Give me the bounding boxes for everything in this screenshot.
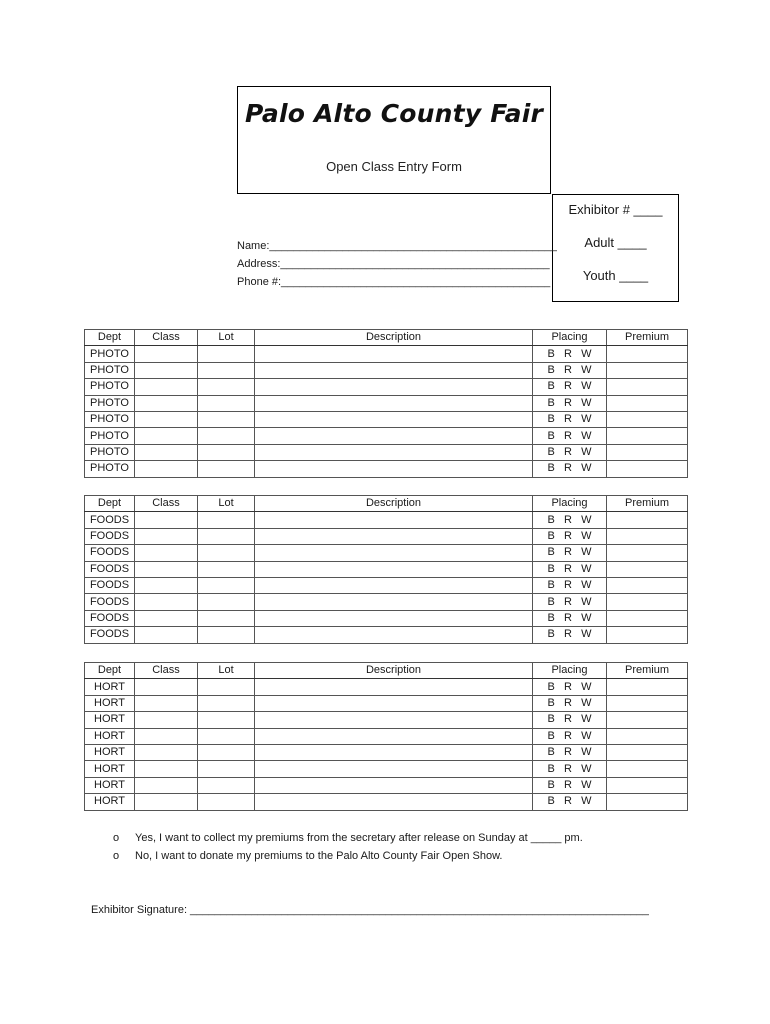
description-cell[interactable]	[255, 627, 533, 643]
table-row	[85, 794, 688, 810]
form-subtitle: Open Class Entry Form	[326, 159, 462, 174]
table-row	[85, 362, 688, 378]
description-cell[interactable]	[255, 545, 533, 561]
dept-cell: HORT	[85, 728, 135, 744]
table-row	[85, 528, 688, 544]
column-header-class: Class	[135, 496, 198, 512]
placing-cell[interactable]: B R W	[533, 627, 607, 643]
premium-cell[interactable]	[607, 512, 688, 528]
class-cell[interactable]	[135, 444, 198, 460]
description-cell[interactable]	[255, 744, 533, 760]
lot-cell[interactable]	[198, 545, 255, 561]
placing-cell[interactable]: B R W	[533, 411, 607, 427]
description-cell[interactable]	[255, 411, 533, 427]
table-row	[85, 444, 688, 460]
premium-cell[interactable]	[607, 728, 688, 744]
column-header-placing: Placing	[533, 663, 607, 679]
lot-cell[interactable]	[198, 577, 255, 593]
lot-cell[interactable]	[198, 395, 255, 411]
premium-cell[interactable]	[607, 744, 688, 760]
description-cell[interactable]	[255, 444, 533, 460]
class-cell[interactable]	[135, 461, 198, 477]
table-row	[85, 545, 688, 561]
premium-cell[interactable]	[607, 545, 688, 561]
lot-cell[interactable]	[198, 594, 255, 610]
placing-cell[interactable]: B R W	[533, 761, 607, 777]
dept-cell: HORT	[85, 761, 135, 777]
description-cell[interactable]	[255, 679, 533, 695]
table-row	[85, 777, 688, 793]
lot-cell[interactable]	[198, 346, 255, 362]
placing-cell[interactable]: B R W	[533, 728, 607, 744]
placing-cell[interactable]: B R W	[533, 428, 607, 444]
premium-cell[interactable]	[607, 444, 688, 460]
lot-cell[interactable]	[198, 695, 255, 711]
column-header-lot: Lot	[198, 663, 255, 679]
phone-field[interactable]: Phone #:____________________________________________	[237, 276, 551, 288]
description-cell[interactable]	[255, 728, 533, 744]
class-cell[interactable]	[135, 379, 198, 395]
class-cell[interactable]	[135, 679, 198, 695]
premium-cell[interactable]	[607, 379, 688, 395]
premium-cell[interactable]	[607, 794, 688, 810]
placing-cell[interactable]: B R W	[533, 777, 607, 793]
entry-table-foods	[84, 495, 688, 644]
table-row	[85, 512, 688, 528]
premium-cell[interactable]	[607, 528, 688, 544]
premium-cell[interactable]	[607, 761, 688, 777]
table-row	[85, 695, 688, 711]
lot-cell[interactable]	[198, 379, 255, 395]
class-cell[interactable]	[135, 395, 198, 411]
column-header-class: Class	[135, 330, 198, 346]
description-cell[interactable]	[255, 346, 533, 362]
premium-cell[interactable]	[607, 712, 688, 728]
dept-cell: FOODS	[85, 512, 135, 528]
premium-cell[interactable]	[607, 679, 688, 695]
column-header-description: Description	[255, 496, 533, 512]
column-header-placing: Placing	[533, 496, 607, 512]
placing-cell[interactable]: B R W	[533, 346, 607, 362]
dept-cell: HORT	[85, 794, 135, 810]
premium-cell[interactable]	[607, 561, 688, 577]
description-cell[interactable]	[255, 777, 533, 793]
dept-cell: FOODS	[85, 545, 135, 561]
dept-cell: PHOTO	[85, 428, 135, 444]
placing-cell[interactable]: B R W	[533, 577, 607, 593]
table-row	[85, 395, 688, 411]
placing-cell[interactable]: B R W	[533, 444, 607, 460]
dept-cell: HORT	[85, 744, 135, 760]
table-header-row	[85, 496, 688, 512]
placing-cell[interactable]: B R W	[533, 362, 607, 378]
description-cell[interactable]	[255, 610, 533, 626]
placing-cell[interactable]: B R W	[533, 712, 607, 728]
table-header-row	[85, 663, 688, 679]
class-cell[interactable]	[135, 545, 198, 561]
lot-cell[interactable]	[198, 461, 255, 477]
lot-cell[interactable]	[198, 444, 255, 460]
class-cell[interactable]	[135, 577, 198, 593]
dept-cell: FOODS	[85, 594, 135, 610]
option-bullet: o	[113, 850, 120, 862]
description-cell[interactable]	[255, 594, 533, 610]
column-header-description: Description	[255, 330, 533, 346]
fair-title: Palo Alto County Fair	[244, 99, 544, 128]
lot-cell[interactable]	[198, 794, 255, 810]
dept-cell: PHOTO	[85, 379, 135, 395]
table-row	[85, 577, 688, 593]
column-header-premium: Premium	[607, 330, 688, 346]
class-cell[interactable]	[135, 610, 198, 626]
placing-cell[interactable]: B R W	[533, 744, 607, 760]
table-row	[85, 428, 688, 444]
placing-cell[interactable]: B R W	[533, 379, 607, 395]
premium-cell[interactable]	[607, 777, 688, 793]
dept-cell: FOODS	[85, 627, 135, 643]
class-cell[interactable]	[135, 777, 198, 793]
class-cell[interactable]	[135, 428, 198, 444]
lot-cell[interactable]	[198, 761, 255, 777]
column-header-premium: Premium	[607, 496, 688, 512]
lot-cell[interactable]	[198, 728, 255, 744]
column-header-lot: Lot	[198, 330, 255, 346]
class-cell[interactable]	[135, 362, 198, 378]
description-cell[interactable]	[255, 379, 533, 395]
column-header-placing: Placing	[533, 330, 607, 346]
description-cell[interactable]	[255, 712, 533, 728]
table-row	[85, 461, 688, 477]
lot-cell[interactable]	[198, 610, 255, 626]
column-header-premium: Premium	[607, 663, 688, 679]
exhibitor-number-field[interactable]: Exhibitor # ____	[568, 202, 663, 217]
dept-cell: PHOTO	[85, 461, 135, 477]
premium-cell[interactable]	[607, 362, 688, 378]
table-row	[85, 712, 688, 728]
class-cell[interactable]	[135, 594, 198, 610]
option-donate-label: No, I want to donate my premiums to the Palo Alto County Fair Open Show.	[135, 850, 503, 862]
class-cell[interactable]	[135, 512, 198, 528]
column-header-dept: Dept	[85, 663, 135, 679]
placing-cell[interactable]: B R W	[533, 594, 607, 610]
class-cell[interactable]	[135, 561, 198, 577]
premium-cell[interactable]	[607, 461, 688, 477]
option-donate[interactable]	[113, 850, 502, 862]
class-cell[interactable]	[135, 761, 198, 777]
lot-cell[interactable]	[198, 411, 255, 427]
lot-cell[interactable]	[198, 362, 255, 378]
dept-cell: PHOTO	[85, 444, 135, 460]
dept-cell: HORT	[85, 695, 135, 711]
premium-cell[interactable]	[607, 627, 688, 643]
class-cell[interactable]	[135, 794, 198, 810]
exhibitor-box	[552, 194, 679, 302]
premium-cell[interactable]	[607, 594, 688, 610]
dept-cell: PHOTO	[85, 346, 135, 362]
description-cell[interactable]	[255, 577, 533, 593]
premium-cell[interactable]	[607, 411, 688, 427]
table-row	[85, 627, 688, 643]
entry-table-photo	[84, 329, 688, 478]
table-header-row	[85, 330, 688, 346]
class-cell[interactable]	[135, 728, 198, 744]
lot-cell[interactable]	[198, 712, 255, 728]
adult-field[interactable]: Adult ____	[584, 235, 647, 250]
column-header-class: Class	[135, 663, 198, 679]
premium-cell[interactable]	[607, 577, 688, 593]
placing-cell[interactable]: B R W	[533, 679, 607, 695]
table-row	[85, 561, 688, 577]
class-cell[interactable]	[135, 744, 198, 760]
dept-cell: HORT	[85, 777, 135, 793]
class-cell[interactable]	[135, 695, 198, 711]
placing-cell[interactable]: B R W	[533, 395, 607, 411]
premium-cell[interactable]	[607, 695, 688, 711]
youth-field[interactable]: Youth ____	[582, 268, 649, 283]
lot-cell[interactable]	[198, 428, 255, 444]
placing-cell[interactable]: B R W	[533, 610, 607, 626]
dept-cell: FOODS	[85, 528, 135, 544]
description-cell[interactable]	[255, 528, 533, 544]
placing-cell[interactable]: B R W	[533, 528, 607, 544]
entry-table-hort	[84, 662, 688, 811]
option-collect[interactable]	[113, 832, 583, 844]
lot-cell[interactable]	[198, 561, 255, 577]
table-row	[85, 346, 688, 362]
description-cell[interactable]	[255, 428, 533, 444]
name-field[interactable]: Name:_______________________________________________	[237, 240, 557, 252]
placing-cell[interactable]: B R W	[533, 545, 607, 561]
placing-cell[interactable]: B R W	[533, 794, 607, 810]
table-row	[85, 761, 688, 777]
class-cell[interactable]	[135, 712, 198, 728]
description-cell[interactable]	[255, 561, 533, 577]
table-row	[85, 379, 688, 395]
dept-cell: HORT	[85, 712, 135, 728]
title-box	[237, 86, 551, 194]
address-field[interactable]: Address:____________________________________________	[237, 258, 550, 270]
placing-cell[interactable]: B R W	[533, 512, 607, 528]
dept-cell: PHOTO	[85, 395, 135, 411]
placing-cell[interactable]: B R W	[533, 695, 607, 711]
class-cell[interactable]	[135, 411, 198, 427]
column-header-lot: Lot	[198, 496, 255, 512]
description-cell[interactable]	[255, 512, 533, 528]
dept-cell: FOODS	[85, 577, 135, 593]
premium-cell[interactable]	[607, 395, 688, 411]
dept-cell: PHOTO	[85, 411, 135, 427]
premium-cell[interactable]	[607, 428, 688, 444]
lot-cell[interactable]	[198, 777, 255, 793]
lot-cell[interactable]	[198, 744, 255, 760]
exhibitor-signature-field[interactable]: Exhibitor Signature: ___________________________________________________________________________	[91, 904, 649, 916]
description-cell[interactable]	[255, 362, 533, 378]
description-cell[interactable]	[255, 794, 533, 810]
option-collect-label: Yes, I want to collect my premiums from the secretary after release on Sunday at _____ pm.	[135, 832, 583, 844]
description-cell[interactable]	[255, 761, 533, 777]
column-header-dept: Dept	[85, 330, 135, 346]
table-row	[85, 679, 688, 695]
lot-cell[interactable]	[198, 679, 255, 695]
description-cell[interactable]	[255, 395, 533, 411]
class-cell[interactable]	[135, 528, 198, 544]
class-cell[interactable]	[135, 346, 198, 362]
placing-cell[interactable]: B R W	[533, 461, 607, 477]
class-cell[interactable]	[135, 627, 198, 643]
dept-cell: FOODS	[85, 610, 135, 626]
table-row	[85, 594, 688, 610]
dept-cell: HORT	[85, 679, 135, 695]
dept-cell: PHOTO	[85, 362, 135, 378]
lot-cell[interactable]	[198, 627, 255, 643]
dept-cell: FOODS	[85, 561, 135, 577]
column-header-description: Description	[255, 663, 533, 679]
premium-cell[interactable]	[607, 346, 688, 362]
lot-cell[interactable]	[198, 528, 255, 544]
lot-cell[interactable]	[198, 512, 255, 528]
table-row	[85, 744, 688, 760]
description-cell[interactable]	[255, 695, 533, 711]
column-header-dept: Dept	[85, 496, 135, 512]
description-cell[interactable]	[255, 461, 533, 477]
premium-cell[interactable]	[607, 610, 688, 626]
table-row	[85, 411, 688, 427]
table-row	[85, 610, 688, 626]
table-row	[85, 728, 688, 744]
option-bullet: o	[113, 832, 120, 844]
placing-cell[interactable]: B R W	[533, 561, 607, 577]
